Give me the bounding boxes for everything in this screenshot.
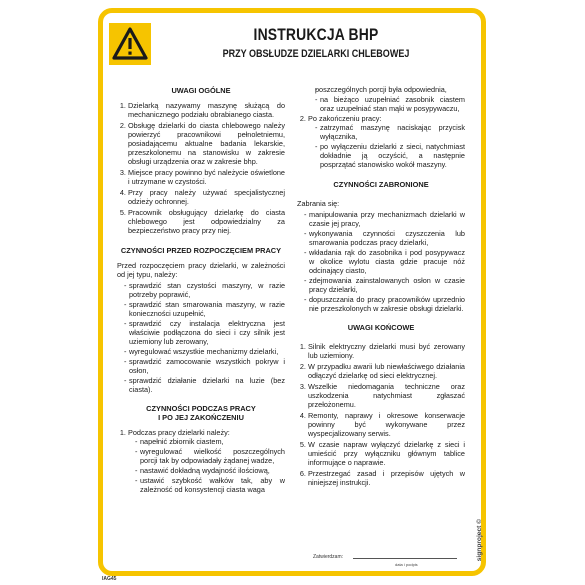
during-list-continued <box>297 114 465 169</box>
section-title-general: UWAGI OGÓLNE <box>171 86 231 95</box>
left-column <box>117 83 285 496</box>
list-item <box>308 114 465 169</box>
list-item: 2. W przypadku awarii lub niewłaściwego działania odłączyć dzielarkę od sieci elektrycznej. <box>308 362 465 380</box>
list-item: - manipulowania przy mechanizmach dzielarki w czasie jej pracy, <box>304 210 465 228</box>
warning-box <box>109 23 151 65</box>
after-sublist <box>308 123 465 169</box>
list-item-head: Po zakończeniu pracy: <box>308 114 382 123</box>
list-item-continued: - poszczególnych porcji była odpowiednia, <box>315 85 465 94</box>
list-item: - napełnić zbiornik ciastem, <box>135 437 285 446</box>
list-item: 1. Dzielarką nazywamy maszynę służącą do mechanicznego podziału obrabianego ciasta. <box>128 101 285 119</box>
list-item: 5. Pracownik obsługujący dzielarkę do ciasta chlebowego jest odpowiedzialny za bezpieczeństwo pracy przy niej. <box>128 208 285 235</box>
general-list <box>117 101 285 235</box>
list-item <box>128 428 285 494</box>
list-item: 2. Obsługę dzielarki do ciasta chlebowego należy powierzyć pracownikowi pełnoletniemu, posiadającemu aktualne badania lekarskie, przeszkolonemu na stanowisku w zakresie obsługi urządzenia oraz w zakresie bhp. <box>128 121 285 166</box>
forbidden-intro: Zabrania się: <box>297 199 340 208</box>
brand-label: signproject © <box>476 519 483 562</box>
before-intro: Przed rozpoczęciem pracy dzielarki, w zależności od jej typu, należy: <box>117 261 285 279</box>
list-item: 4. Remonty, naprawy i okresowe konserwacje powinny być wykonywane przez wyspecjalizowany serwis. <box>308 411 465 438</box>
list-item: 3. Wszelkie niedomagania techniczne oraz uszkodzenia natychmiast zgłaszać przełożonemu. <box>308 382 465 409</box>
list-item: - na bieżąco uzupełniać zasobnik ciastem oraz uzupełniać stan mąki w posypywaczu, <box>315 95 465 113</box>
list-item: - wykonywania czynności czyszczenia lub smarowania podczas pracy dzielarki, <box>304 229 465 247</box>
signature-line <box>353 558 457 559</box>
list-item: 5. W czasie napraw wyłączyć dzielarkę z sieci i umieścić przy wyłączniku głównym tablice informujące o naprawie. <box>308 440 465 467</box>
product-code: IAG45 <box>102 576 117 582</box>
sign-subtitle: PRZY OBSŁUDZE DZIELARKI CHLEBOWEJ <box>222 48 410 60</box>
right-column <box>297 85 465 489</box>
list-item-head: Podczas pracy dzielarki należy: <box>128 428 230 437</box>
instruction-sign <box>98 8 486 576</box>
section-title-forbidden: CZYNNOŚCI ZABRONIONE <box>333 180 429 189</box>
list-item: - zdejmowania zainstalowanych osłon w czasie pracy dzielarki, <box>304 276 465 294</box>
section-title-during-2: I PO JEJ ZAKOŃCZENIU <box>158 413 244 422</box>
section-title-before: CZYNNOŚCI PRZED ROZPOCZĘCIEM PRACY <box>120 246 282 255</box>
list-item: - sprawdzić stan smarowania maszyny, w razie konieczności uzupełnić, <box>124 300 285 318</box>
section-title-final: UWAGI KOŃCOWE <box>347 323 415 332</box>
list-item: - nastawić dokładną wydajność ilościową, <box>135 466 285 475</box>
list-item: - wyregulować wszystkie mechanizmy dzielarki, <box>124 347 285 356</box>
list-item: - sprawdzić zamocowanie wszystkich pokryw i osłon, <box>124 357 285 375</box>
date-signature-label: data i podpis <box>395 562 418 567</box>
list-item: - zatrzymać maszynę naciskając przycisk wyłącznika, <box>315 123 465 141</box>
list-item: - wkładania rąk do zasobnika i pod posypywacz w okolice wylotu ciasta gdzie pracuje nóż odcinający ciasto, <box>304 248 465 275</box>
list-item: - sprawdzić działanie dzielarki na luzie (bez ciasta). <box>124 376 285 394</box>
during-sublist-continued <box>297 85 465 113</box>
sign-title: INSTRUKCJA BHP <box>253 25 379 44</box>
forbidden-list <box>297 210 465 313</box>
list-item: - dopuszczania do pracy pracowników uprzednio nie przeszkolonych w zakresie obsługi dzielarki. <box>304 295 465 313</box>
list-item: - sprawdzić czy instalacja elektryczna jest właściwie podłączona do sieci i czy silnik jest uziemiony lub zerowany, <box>124 319 285 346</box>
warning-triangle-icon <box>109 23 151 65</box>
during-list <box>117 428 285 494</box>
list-item: 1. Silnik elektryczny dzielarki musi być zerowany lub uziemiony. <box>308 342 465 360</box>
list-item: - ustawić szybkość wałków tak, aby w zależność od konsystencji ciasta waga <box>135 476 285 494</box>
final-list <box>297 342 465 487</box>
approved-label: Zatwierdzam: <box>313 554 344 560</box>
list-item: 6. Przestrzegać zasad i przepisów ujętych w niniejszej instrukcji. <box>308 469 465 487</box>
list-item: - sprawdzić stan czystości maszyny, w razie potrzeby poprawić, <box>124 281 285 299</box>
during-sublist <box>128 437 285 494</box>
list-item: 3. Miejsce pracy powinno być należycie oświetlone i utrzymane w czystości. <box>128 168 285 186</box>
before-list <box>117 281 285 394</box>
list-item: 4. Przy pracy należy używać specjalistycznej odzieży ochronnej. <box>128 188 285 206</box>
list-item: - wyregulować wielkość poszczególnych porcji tak by odpowiadały żądanej wadze, <box>135 447 285 465</box>
section-title-during-1: CZYNNOŚCI PODCZAS PRACY <box>146 404 256 413</box>
list-item: - po wyłączeniu dzielarki z sieci, natychmiast dokładnie ją oczyścić, a następnie posprzątać stanowisko wokół maszyny. <box>315 142 465 169</box>
